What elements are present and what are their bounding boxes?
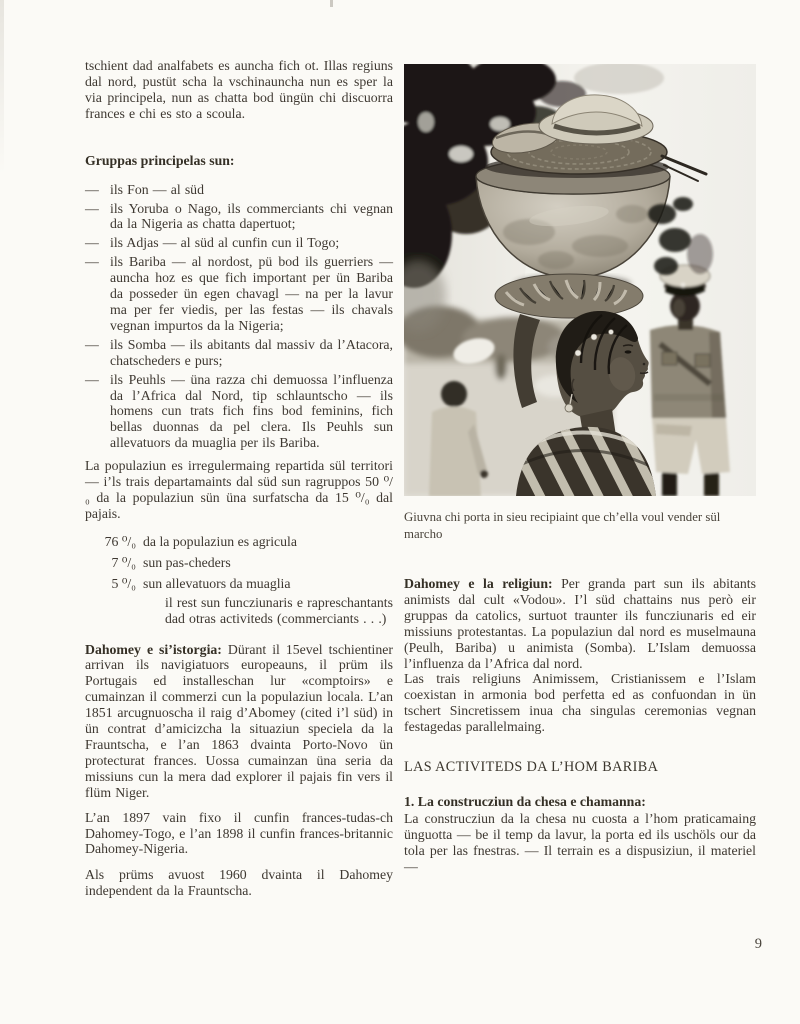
list-item-text: ils Fon — al süd [110, 181, 204, 197]
list-dash: — [85, 235, 99, 251]
scan-edge-shadow [0, 0, 4, 175]
history-paragraph [85, 642, 393, 801]
stat-row [85, 552, 393, 573]
list-dash: — [85, 254, 99, 270]
list-item-text: ils Somba — ils abitants dal massiv da l’Atacora, chatscheders e purs; [110, 336, 393, 368]
religion-lead: Dahomey e la religiun: [404, 576, 553, 591]
activities-heading: LAS ACTIVITEDS DA L’HOM BARIBA [404, 759, 659, 776]
list-item-text: ils Bariba — al nordost, pü bod ils guerriers — auncha hoz es que fich important per ün Bariba da posseder ün egen chavagl — na per la lavur ma per fer viedis, per las festas — ils chavals vegnan impurtos da la Nigeria; [110, 254, 393, 333]
list-dash: — [85, 200, 99, 216]
stat-value: 7 ⁰/₀ [111, 554, 136, 570]
intro-paragraph: tschient dad analfabets es auncha fich ot. Illas regiuns dal nord, pustüt scha la vschinauncha nun es sper la via principela, nun as chatta bod üngün chi discuorra frances e chi es sto a scoula. [85, 58, 393, 121]
list-dash: — [85, 181, 99, 197]
list-item [85, 337, 393, 369]
construction-heading: 1. La construcziun da chesa e chamanna: [404, 794, 646, 810]
page-number: 9 [754, 936, 762, 952]
list-dash: — [85, 371, 99, 387]
ethnic-groups-list [85, 182, 393, 452]
stat-value: 5 ⁰/₀ [111, 575, 136, 591]
stat-label: sun allevatuors da muaglia [143, 575, 291, 591]
population-paragraph: La populaziun es irregulermaing repartida sül territori — i’ls trais departamaints dal süd sun ragruppos 50 ⁰/₀ da la populaziun sün üna surfatscha da 15 ⁰/₀ dal pajais. [85, 458, 393, 521]
religions-coexist-paragraph: Las trais religiuns Animissem, Cristianissem e l’Islam coexistan in armonia bod perfetta ed as confuondan in ün tschert Sincretissem inua cha singulas ceremonias vegnan festagedas parallelmaing. [404, 671, 756, 735]
list-item [85, 372, 393, 452]
scan-artifact [330, 0, 333, 7]
list-item [85, 182, 393, 198]
photo-illustration [404, 64, 756, 496]
border-1897-paragraph: L’an 1897 vain fixo il cunfin frances-tudas-ch Dahomey-Togo, e l’an 1898 il cunfin frances-britannic Dahomey-Nigeria. [85, 809, 393, 857]
list-dash: — [85, 336, 99, 352]
stat-rest-note: il rest sun funcziunaris e rapreschantants dad otras activiteds (commerciants . . .) [165, 594, 393, 626]
stat-label: da la populaziun es agricula [143, 533, 298, 549]
stat-row [85, 573, 393, 594]
list-item [85, 201, 393, 233]
photo [404, 64, 756, 543]
left-column [85, 58, 393, 899]
photo-caption: Giuvna chi porta in sieu recipiaint que ch’ella voul vender sül marcho [404, 510, 721, 541]
list-item-text: ils Yoruba o Nago, ils commerciants chi vegnan da la Nigeria as chatta dapertuot; [110, 200, 393, 232]
religion-text: Per granda part sun ils abitants animists dal cult «Vodou». I’l süd chattains nus però eir gruppas da catolics, surtuot traunter ils funcziunaris ed eir missiuns protestantas. La populaziun dal nord es muselmauna (Peulh, Bariba) u animista (Somba). L’Islam demuossa l’influenza da l’Africa dal nord. [404, 576, 756, 671]
right-column [404, 64, 756, 875]
history-text: Dürant il 15evel tschientiner arrivan ils navigiatuors europeauns, il prüm ils Portugais ed installeschan lur «comptoirs» e cumainzan il commerzi cun la populaziun locala. L’an 1851 arcugnuoscha il raig d’Abomey (cited i’l süd) in ün contrat d’amicizcha la situaziun speciela da la Frauntscha, e l’an 1863 dvainta Porto-Novo ün protecturat frances. Uossa cumainzan üna seria da missiuns cun la mera dad explorer il pajais fin vers il flüm Niger. [85, 641, 393, 800]
independence-paragraph: Als prüms avuost 1960 dvainta il Dahomey independent da la Frauntscha. [85, 867, 393, 899]
list-item-text: ils Peuhls — üna razza chi demuossa l’influenza da l’Africa dal Nord, tip schlauntscho — ils homens cun trats fich fins bod feminins, fich bellas duonnas da pel clera. Ils Peuhls sun allevatuors da muaglia per ils Bariba. [110, 371, 393, 451]
history-lead: Dahomey e si’istorgia: [85, 641, 222, 657]
stat-row [85, 531, 393, 552]
construction-paragraph: La construcziun da la chesa nu cuosta a l’hom praticamaing ünguotta — be il temp da lavur, la porta ed ils uschöls our da tola per las fnestras. — Il terrain es a dispusiziun, il materiel — [404, 811, 756, 874]
population-stats [85, 531, 393, 627]
list-item [85, 254, 393, 334]
list-item-text: ils Adjas — al süd al cunfin cun il Togo; [110, 235, 340, 251]
religion-paragraph [404, 576, 756, 671]
list-item [85, 235, 393, 251]
stat-label: sun pas-cheders [143, 554, 231, 570]
groups-heading: Gruppas principelas sun: [85, 152, 235, 168]
stat-value: 76 ⁰/₀ [104, 533, 136, 549]
